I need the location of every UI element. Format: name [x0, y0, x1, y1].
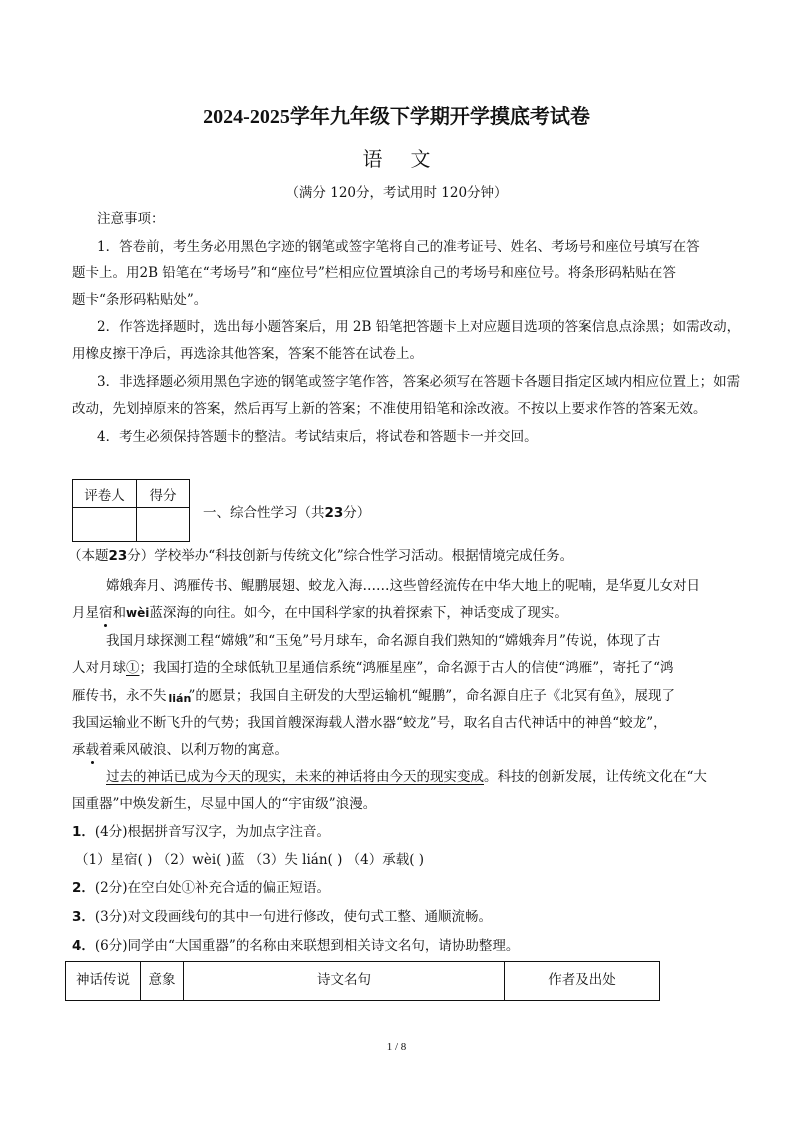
score-header: 得分	[137, 480, 190, 508]
question-2	[72, 876, 330, 896]
question-number: 1．	[72, 824, 95, 840]
notes-line: 3．非选择题必须用黑色字迹的钢笔或签字笔作答，答案必须写在答题卡各题目指定区域内相应位置上；如需	[97, 374, 741, 390]
passage-p2-line5	[72, 738, 288, 758]
question-number: 3．	[72, 909, 95, 925]
question-1-options: （1）星宿( ) （2）wèi( )蓝 （3）失 lián( ) （4）承载( )	[75, 852, 425, 868]
section-title-text: 一、综合性学习（共	[203, 505, 325, 521]
exam-meta: （满分 120分，考试用时 120分钟）	[285, 185, 508, 201]
section-points: 23	[324, 505, 344, 521]
question-text: (6分)同学由“大国重器”的名称由来联想到相关诗文名句，请协助整理。	[94, 938, 520, 954]
p3-text: 。科技的创新发展，让传统文化在“大	[484, 769, 707, 785]
notes-line: 题卡“条形码粘贴处”。	[72, 292, 208, 308]
question-text: (3分)对文段画线句的其中一句进行修改，使句式工整、通顺流畅。	[94, 909, 493, 925]
col-verse: 诗文名句	[184, 962, 505, 1001]
p2-text: 承	[72, 742, 86, 758]
answer-table	[65, 961, 660, 1001]
col-imagery: 意象	[141, 962, 184, 1001]
pinyin-lian: lián	[168, 692, 192, 705]
grader-table	[72, 479, 190, 542]
passage-p1-line1: 嫦娥奔月、鸿雁传书、鲲鹏展翅、蛟龙入海……这些曾经流传在中华大地上的呢喃，是华夏儿女对日	[106, 578, 700, 594]
grader-cell[interactable]	[73, 508, 137, 542]
subject-char-1: 语	[362, 147, 383, 171]
col-myth: 神话传说	[66, 962, 141, 1001]
intro-points: 23	[108, 548, 128, 564]
blank-1: ①	[126, 660, 140, 676]
p1-text: 月星	[72, 605, 99, 621]
notes-heading: 注意事项：	[97, 211, 165, 227]
score-cell[interactable]	[137, 508, 190, 542]
p2-text: 着乘风破浪、以利万物的寓意。	[99, 742, 288, 758]
notes-line: 题卡上。用2B 铅笔在“考场号”和“座位号”栏相应位置填涂自己的考场号和座位号。将条形码粘贴在答	[72, 265, 676, 281]
question-number: 4．	[72, 938, 95, 954]
question-text: (4分)根据拼音写汉字，为加点字注音。	[94, 824, 331, 840]
exam-title: 2024-2025学年九年级下学期开学摸底考试卷	[203, 106, 590, 128]
page-number: 1 / 8	[386, 1041, 407, 1053]
passage-p3-line2: 国重器”中焕发新生，尽显中国人的“宇宙级”浪漫。	[72, 796, 377, 812]
p2-text: ”的愿景；我国自主研发的大型运输机“鲲鹏”，命名源自庄子《北冥有鱼》，展现了	[188, 688, 675, 704]
notes-line: 改动，先划掉原来的答案，然后再写上新的答案；不准使用铅笔和涂改液。不按以上要求作答的答案无效。	[72, 401, 707, 417]
passage-p2-line1: 我国月球探测工程“嫦娥”和“玉兔”号月球车，命名源自我们熟知的“嫦娥奔月”传说，体现了古	[106, 633, 661, 649]
question-1	[72, 820, 330, 840]
dotted-char-zai: 载	[85, 742, 99, 758]
col-author: 作者及出处	[505, 962, 660, 1001]
pinyin-wei: wèi	[126, 606, 150, 620]
p1-text: 蓝深海的向往。如今，在中国科学家的执着探索下，神话变成了现实。	[149, 605, 568, 621]
p2-text: 雁传书，永不失	[72, 688, 167, 704]
underlined-sentence: 过去的神话已成为今天的现实，未来的神话将由今天的现实变成	[106, 769, 484, 785]
subject-heading	[0, 143, 793, 172]
p2-text: ；我国打造的全球低轨卫星通信系统“鸿雁星座”，命名源于古人的信使“鸿雁”，寄托了“鸿	[139, 660, 674, 676]
passage-p2-line2	[72, 656, 674, 676]
intro-text: 分）学校举办“科技创新与传统文化”综合性学习活动。根据情境完成任务。	[127, 548, 574, 564]
notes-line: 用橡皮擦干净后，再选涂其他答案，答案不能答在试卷上。	[72, 346, 423, 362]
question-4	[72, 934, 519, 954]
question-text: (2分)在空白处①补充合适的偏正短语。	[94, 880, 331, 896]
notes-line: 4．考生必须保持答题卡的整洁。考试结束后，将试卷和答题卡一并交回。	[97, 429, 538, 445]
grader-header: 评卷人	[73, 480, 137, 508]
intro-prefix: （本题	[68, 548, 109, 564]
subject-char-2: 文	[410, 147, 431, 171]
p1-text: 和	[112, 605, 126, 621]
passage-p1-line2	[72, 601, 568, 621]
question-number: 2．	[72, 880, 95, 896]
question-3	[72, 905, 492, 925]
section-title	[203, 501, 370, 521]
section-intro	[68, 544, 573, 564]
notes-line: 1．答卷前，考生务必用黑色字迹的钢笔或签字笔将自己的准考证号、姓名、考场号和座位号填写在答	[97, 239, 700, 255]
passage-p2-line3	[72, 684, 675, 704]
p2-text: 人对月球	[72, 660, 126, 676]
passage-p3-line1	[106, 765, 707, 785]
section-title-end: 分）	[343, 505, 371, 521]
passage-p2-line4: 我国运输业不断飞升的气势；我国首艘深海载人潜水器“蛟龙”号，取名自古代神话中的神兽“蛟龙”，	[72, 715, 667, 731]
dotted-char-su: 宿	[99, 605, 113, 621]
notes-line: 2．作答选择题时，选出每小题答案后，用 2B 铅笔把答题卡上对应题目选项的答案信息点涂黑；如需改动，	[97, 319, 741, 335]
